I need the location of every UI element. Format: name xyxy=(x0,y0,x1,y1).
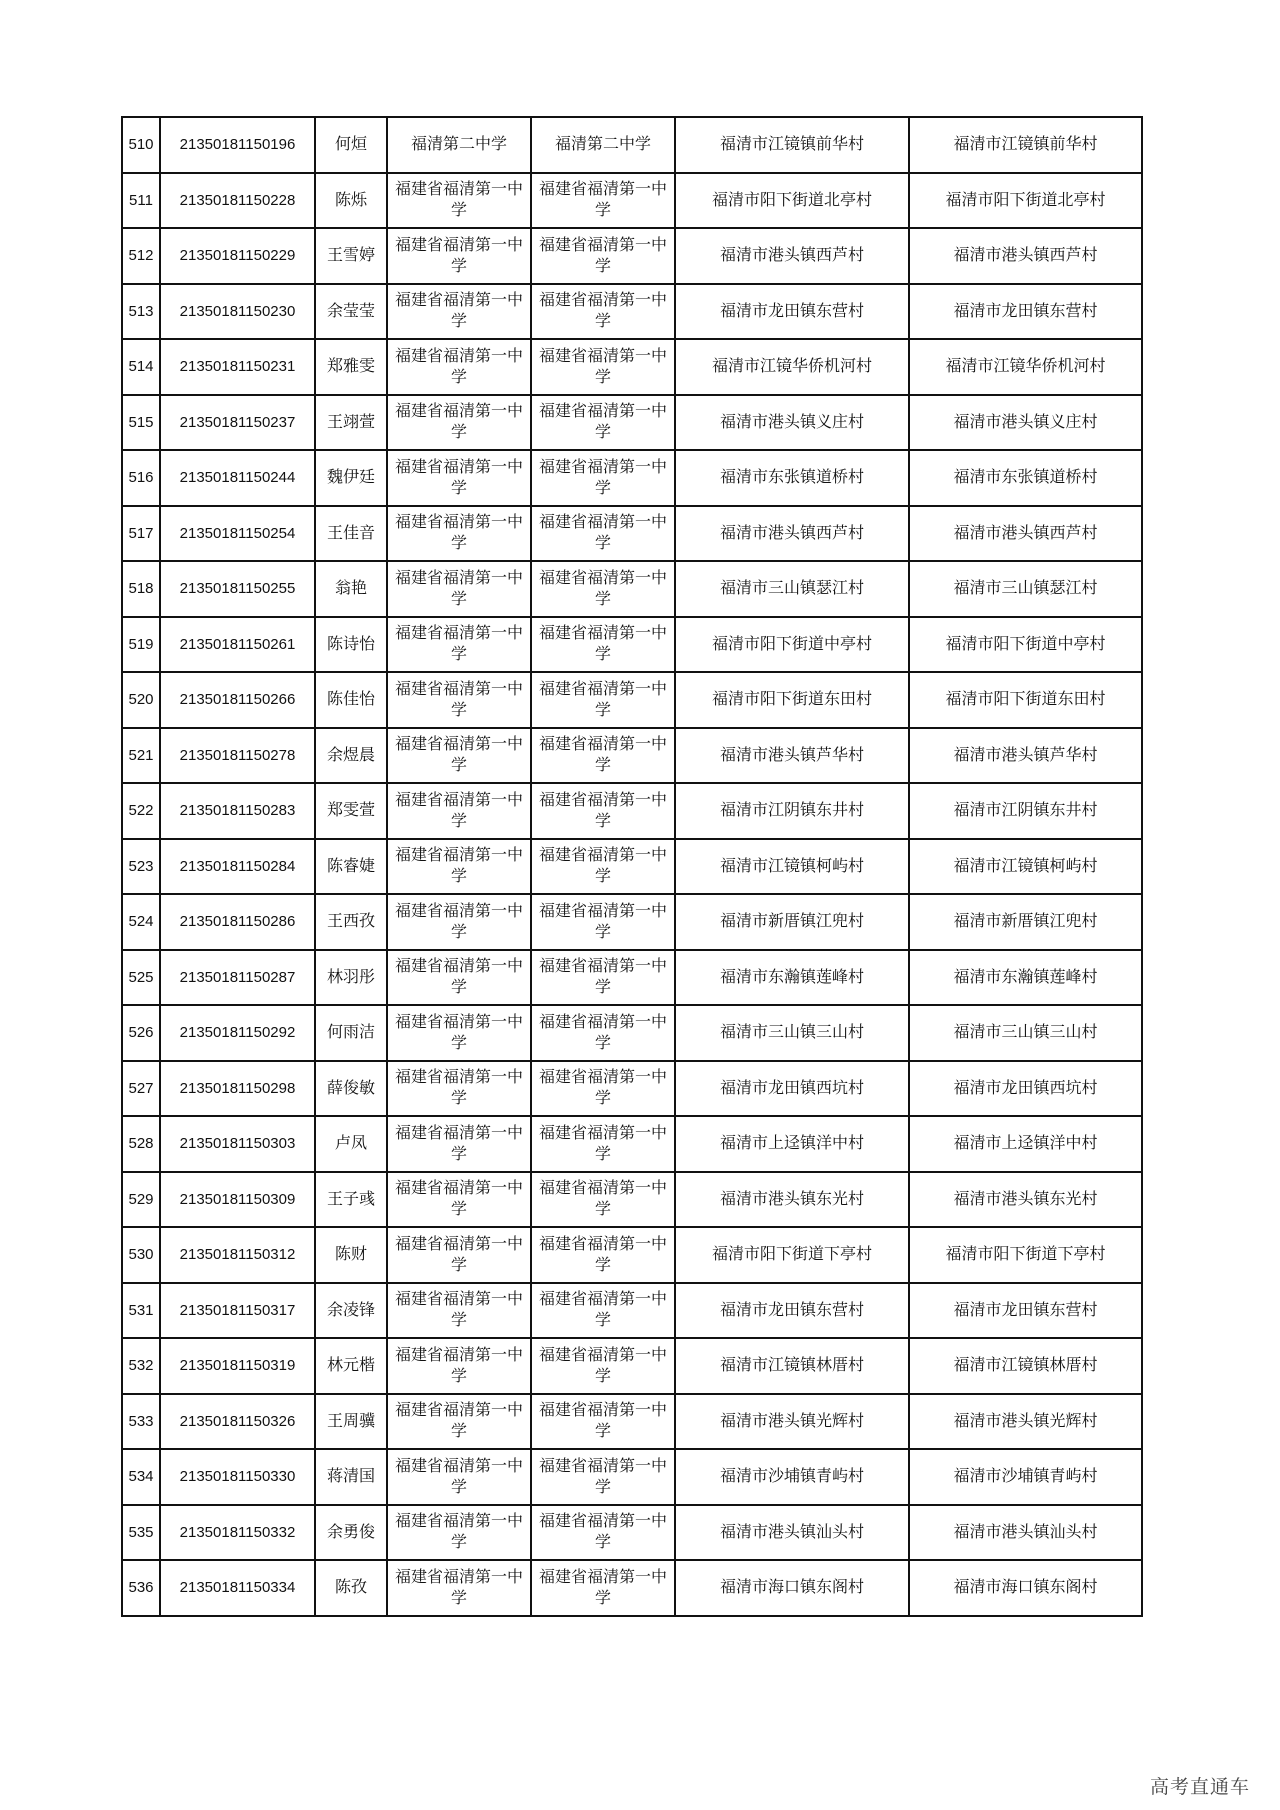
student-name-cell: 卢凤 xyxy=(315,1116,387,1172)
table-row xyxy=(122,561,1142,617)
table-row xyxy=(122,1116,1142,1172)
row-number-cell: 530 xyxy=(122,1227,160,1283)
exam-id-cell: 21350181150278 xyxy=(160,728,315,784)
row-number-cell: 535 xyxy=(122,1505,160,1561)
table-row xyxy=(122,1560,1142,1616)
household-address-cell: 福清市港头镇汕头村 xyxy=(675,1505,909,1561)
graduating-school-cell: 福建省福清第一中学 xyxy=(531,728,675,784)
exam-id-cell: 21350181150334 xyxy=(160,1560,315,1616)
exam-id-cell: 21350181150312 xyxy=(160,1227,315,1283)
student-name-cell: 余勇俊 xyxy=(315,1505,387,1561)
school-cell: 福建省福清第一中学 xyxy=(387,1394,531,1450)
household-address-cell: 福清市东瀚镇莲峰村 xyxy=(675,950,909,1006)
household-address-cell: 福清市三山镇三山村 xyxy=(675,1005,909,1061)
residence-address-cell: 福清市江镜华侨机河村 xyxy=(909,339,1142,395)
residence-address-cell: 福清市三山镇三山村 xyxy=(909,1005,1142,1061)
table-row xyxy=(122,894,1142,950)
table-row xyxy=(122,173,1142,229)
row-number-cell: 514 xyxy=(122,339,160,395)
row-number-cell: 516 xyxy=(122,450,160,506)
exam-id-cell: 21350181150286 xyxy=(160,894,315,950)
residence-address-cell: 福清市江镜镇林厝村 xyxy=(909,1338,1142,1394)
graduating-school-cell: 福建省福清第一中学 xyxy=(531,1560,675,1616)
exam-id-cell: 21350181150326 xyxy=(160,1394,315,1450)
row-number-cell: 521 xyxy=(122,728,160,784)
student-name-cell: 陈佳怡 xyxy=(315,672,387,728)
exam-id-cell: 21350181150284 xyxy=(160,839,315,895)
exam-id-cell: 21350181150330 xyxy=(160,1449,315,1505)
residence-address-cell: 福清市龙田镇东营村 xyxy=(909,284,1142,340)
school-cell: 福建省福清第一中学 xyxy=(387,950,531,1006)
residence-address-cell: 福清市龙田镇西坑村 xyxy=(909,1061,1142,1117)
table-row xyxy=(122,1227,1142,1283)
exam-id-cell: 21350181150292 xyxy=(160,1005,315,1061)
student-name-cell: 陈睿婕 xyxy=(315,839,387,895)
exam-id-cell: 21350181150287 xyxy=(160,950,315,1006)
table-row xyxy=(122,506,1142,562)
table-row xyxy=(122,1061,1142,1117)
household-address-cell: 福清市江镜镇林厝村 xyxy=(675,1338,909,1394)
row-number-cell: 524 xyxy=(122,894,160,950)
exam-id-cell: 21350181150261 xyxy=(160,617,315,673)
row-number-cell: 519 xyxy=(122,617,160,673)
row-number-cell: 536 xyxy=(122,1560,160,1616)
graduating-school-cell: 福建省福清第一中学 xyxy=(531,173,675,229)
row-number-cell: 510 xyxy=(122,117,160,173)
household-address-cell: 福清市港头镇义庄村 xyxy=(675,395,909,451)
school-cell: 福建省福清第一中学 xyxy=(387,561,531,617)
exam-id-cell: 21350181150332 xyxy=(160,1505,315,1561)
school-cell: 福建省福清第一中学 xyxy=(387,506,531,562)
row-number-cell: 526 xyxy=(122,1005,160,1061)
graduating-school-cell: 福建省福清第一中学 xyxy=(531,339,675,395)
exam-id-cell: 21350181150255 xyxy=(160,561,315,617)
student-name-cell: 陈财 xyxy=(315,1227,387,1283)
student-name-cell: 王佳音 xyxy=(315,506,387,562)
graduating-school-cell: 福建省福清第一中学 xyxy=(531,672,675,728)
table-row xyxy=(122,672,1142,728)
table-row xyxy=(122,1172,1142,1228)
table-body xyxy=(122,117,1142,1616)
row-number-cell: 511 xyxy=(122,173,160,229)
row-number-cell: 522 xyxy=(122,783,160,839)
school-cell: 福建省福清第一中学 xyxy=(387,1005,531,1061)
student-name-cell: 余莹莹 xyxy=(315,284,387,340)
table-row xyxy=(122,1338,1142,1394)
graduating-school-cell: 福建省福清第一中学 xyxy=(531,1394,675,1450)
student-name-cell: 林羽彤 xyxy=(315,950,387,1006)
residence-address-cell: 福清市港头镇光辉村 xyxy=(909,1394,1142,1450)
table-row xyxy=(122,1394,1142,1450)
graduating-school-cell: 福建省福清第一中学 xyxy=(531,1338,675,1394)
exam-id-cell: 21350181150319 xyxy=(160,1338,315,1394)
residence-address-cell: 福清市港头镇西芦村 xyxy=(909,228,1142,284)
school-cell: 福建省福清第一中学 xyxy=(387,284,531,340)
graduating-school-cell: 福建省福清第一中学 xyxy=(531,1005,675,1061)
exam-id-cell: 21350181150283 xyxy=(160,783,315,839)
student-name-cell: 余煜晨 xyxy=(315,728,387,784)
graduating-school-cell: 福建省福清第一中学 xyxy=(531,228,675,284)
household-address-cell: 福清市江镜镇柯屿村 xyxy=(675,839,909,895)
exam-id-cell: 21350181150309 xyxy=(160,1172,315,1228)
student-name-cell: 陈孜 xyxy=(315,1560,387,1616)
household-address-cell: 福清市江镜华侨机河村 xyxy=(675,339,909,395)
household-address-cell: 福清市龙田镇西坑村 xyxy=(675,1061,909,1117)
exam-id-cell: 21350181150196 xyxy=(160,117,315,173)
row-number-cell: 532 xyxy=(122,1338,160,1394)
row-number-cell: 534 xyxy=(122,1449,160,1505)
student-name-cell: 王翊萱 xyxy=(315,395,387,451)
school-cell: 福清第二中学 xyxy=(387,117,531,173)
residence-address-cell: 福清市阳下街道北亭村 xyxy=(909,173,1142,229)
graduating-school-cell: 福建省福清第一中学 xyxy=(531,1172,675,1228)
watermark-text: 高考直通车 xyxy=(1150,1777,1251,1798)
student-name-cell: 何雨洁 xyxy=(315,1005,387,1061)
school-cell: 福建省福清第一中学 xyxy=(387,839,531,895)
school-cell: 福建省福清第一中学 xyxy=(387,173,531,229)
residence-address-cell: 福清市上迳镇洋中村 xyxy=(909,1116,1142,1172)
school-cell: 福建省福清第一中学 xyxy=(387,450,531,506)
table-row xyxy=(122,950,1142,1006)
household-address-cell: 福清市沙埔镇青屿村 xyxy=(675,1449,909,1505)
row-number-cell: 520 xyxy=(122,672,160,728)
school-cell: 福建省福清第一中学 xyxy=(387,1172,531,1228)
row-number-cell: 517 xyxy=(122,506,160,562)
exam-id-cell: 21350181150230 xyxy=(160,284,315,340)
school-cell: 福建省福清第一中学 xyxy=(387,228,531,284)
school-cell: 福建省福清第一中学 xyxy=(387,1449,531,1505)
student-name-cell: 王西孜 xyxy=(315,894,387,950)
household-address-cell: 福清市江镜镇前华村 xyxy=(675,117,909,173)
exam-id-cell: 21350181150254 xyxy=(160,506,315,562)
table-row xyxy=(122,1283,1142,1339)
student-list-table xyxy=(121,116,1143,1617)
table-row xyxy=(122,339,1142,395)
household-address-cell: 福清市江阴镇东井村 xyxy=(675,783,909,839)
residence-address-cell: 福清市阳下街道下亭村 xyxy=(909,1227,1142,1283)
household-address-cell: 福清市新厝镇江兜村 xyxy=(675,894,909,950)
household-address-cell: 福清市上迳镇洋中村 xyxy=(675,1116,909,1172)
household-address-cell: 福清市龙田镇东营村 xyxy=(675,1283,909,1339)
household-address-cell: 福清市港头镇光辉村 xyxy=(675,1394,909,1450)
exam-id-cell: 21350181150266 xyxy=(160,672,315,728)
graduating-school-cell: 福建省福清第一中学 xyxy=(531,1061,675,1117)
table-row xyxy=(122,728,1142,784)
table-row xyxy=(122,395,1142,451)
residence-address-cell: 福清市港头镇东光村 xyxy=(909,1172,1142,1228)
graduating-school-cell: 福建省福清第一中学 xyxy=(531,894,675,950)
household-address-cell: 福清市东张镇道桥村 xyxy=(675,450,909,506)
graduating-school-cell: 福建省福清第一中学 xyxy=(531,1449,675,1505)
household-address-cell: 福清市海口镇东阁村 xyxy=(675,1560,909,1616)
residence-address-cell: 福清市东瀚镇莲峰村 xyxy=(909,950,1142,1006)
table-row xyxy=(122,117,1142,173)
residence-address-cell: 福清市阳下街道中亭村 xyxy=(909,617,1142,673)
graduating-school-cell: 福建省福清第一中学 xyxy=(531,561,675,617)
school-cell: 福建省福清第一中学 xyxy=(387,1283,531,1339)
school-cell: 福建省福清第一中学 xyxy=(387,728,531,784)
school-cell: 福建省福清第一中学 xyxy=(387,1116,531,1172)
row-number-cell: 527 xyxy=(122,1061,160,1117)
table-row xyxy=(122,1005,1142,1061)
row-number-cell: 513 xyxy=(122,284,160,340)
student-name-cell: 王子彧 xyxy=(315,1172,387,1228)
school-cell: 福建省福清第一中学 xyxy=(387,617,531,673)
student-name-cell: 郑雅雯 xyxy=(315,339,387,395)
graduating-school-cell: 福建省福清第一中学 xyxy=(531,395,675,451)
graduating-school-cell: 福建省福清第一中学 xyxy=(531,450,675,506)
graduating-school-cell: 福建省福清第一中学 xyxy=(531,617,675,673)
school-cell: 福建省福清第一中学 xyxy=(387,1227,531,1283)
residence-address-cell: 福清市江镜镇前华村 xyxy=(909,117,1142,173)
household-address-cell: 福清市阳下街道下亭村 xyxy=(675,1227,909,1283)
exam-id-cell: 21350181150237 xyxy=(160,395,315,451)
residence-address-cell: 福清市沙埔镇青屿村 xyxy=(909,1449,1142,1505)
graduating-school-cell: 福建省福清第一中学 xyxy=(531,284,675,340)
school-cell: 福建省福清第一中学 xyxy=(387,1560,531,1616)
residence-address-cell: 福清市海口镇东阁村 xyxy=(909,1560,1142,1616)
household-address-cell: 福清市港头镇西芦村 xyxy=(675,228,909,284)
school-cell: 福建省福清第一中学 xyxy=(387,1061,531,1117)
student-name-cell: 林元楷 xyxy=(315,1338,387,1394)
school-cell: 福建省福清第一中学 xyxy=(387,1505,531,1561)
school-cell: 福建省福清第一中学 xyxy=(387,1338,531,1394)
student-name-cell: 郑雯萱 xyxy=(315,783,387,839)
student-name-cell: 陈烁 xyxy=(315,173,387,229)
table-row xyxy=(122,1449,1142,1505)
exam-id-cell: 21350181150244 xyxy=(160,450,315,506)
exam-id-cell: 21350181150298 xyxy=(160,1061,315,1117)
row-number-cell: 515 xyxy=(122,395,160,451)
school-cell: 福建省福清第一中学 xyxy=(387,783,531,839)
graduating-school-cell: 福建省福清第一中学 xyxy=(531,950,675,1006)
graduating-school-cell: 福建省福清第一中学 xyxy=(531,1505,675,1561)
row-number-cell: 523 xyxy=(122,839,160,895)
exam-id-cell: 21350181150303 xyxy=(160,1116,315,1172)
graduating-school-cell: 福建省福清第一中学 xyxy=(531,506,675,562)
student-name-cell: 蒋清国 xyxy=(315,1449,387,1505)
residence-address-cell: 福清市东张镇道桥村 xyxy=(909,450,1142,506)
residence-address-cell: 福清市港头镇西芦村 xyxy=(909,506,1142,562)
school-cell: 福建省福清第一中学 xyxy=(387,672,531,728)
graduating-school-cell: 福建省福清第一中学 xyxy=(531,783,675,839)
household-address-cell: 福清市阳下街道东田村 xyxy=(675,672,909,728)
school-cell: 福建省福清第一中学 xyxy=(387,395,531,451)
table-row xyxy=(122,450,1142,506)
school-cell: 福建省福清第一中学 xyxy=(387,894,531,950)
graduating-school-cell: 福建省福清第一中学 xyxy=(531,839,675,895)
row-number-cell: 525 xyxy=(122,950,160,1006)
student-name-cell: 陈诗怡 xyxy=(315,617,387,673)
student-name-cell: 魏伊廷 xyxy=(315,450,387,506)
table-row xyxy=(122,228,1142,284)
graduating-school-cell: 福建省福清第一中学 xyxy=(531,1227,675,1283)
row-number-cell: 528 xyxy=(122,1116,160,1172)
household-address-cell: 福清市阳下街道中亭村 xyxy=(675,617,909,673)
graduating-school-cell: 福建省福清第一中学 xyxy=(531,1116,675,1172)
table-row xyxy=(122,1505,1142,1561)
exam-id-cell: 21350181150317 xyxy=(160,1283,315,1339)
graduating-school-cell: 福清第二中学 xyxy=(531,117,675,173)
school-cell: 福建省福清第一中学 xyxy=(387,339,531,395)
row-number-cell: 529 xyxy=(122,1172,160,1228)
student-name-cell: 王雪婷 xyxy=(315,228,387,284)
exam-id-cell: 21350181150228 xyxy=(160,173,315,229)
graduating-school-cell: 福建省福清第一中学 xyxy=(531,1283,675,1339)
residence-address-cell: 福清市龙田镇东营村 xyxy=(909,1283,1142,1339)
residence-address-cell: 福清市港头镇义庄村 xyxy=(909,395,1142,451)
row-number-cell: 533 xyxy=(122,1394,160,1450)
student-name-cell: 王周骥 xyxy=(315,1394,387,1450)
student-name-cell: 薛俊敏 xyxy=(315,1061,387,1117)
table-row xyxy=(122,617,1142,673)
exam-id-cell: 21350181150229 xyxy=(160,228,315,284)
residence-address-cell: 福清市港头镇芦华村 xyxy=(909,728,1142,784)
household-address-cell: 福清市三山镇瑟江村 xyxy=(675,561,909,617)
household-address-cell: 福清市港头镇西芦村 xyxy=(675,506,909,562)
household-address-cell: 福清市港头镇芦华村 xyxy=(675,728,909,784)
residence-address-cell: 福清市江镜镇柯屿村 xyxy=(909,839,1142,895)
student-name-cell: 翁艳 xyxy=(315,561,387,617)
row-number-cell: 512 xyxy=(122,228,160,284)
exam-id-cell: 21350181150231 xyxy=(160,339,315,395)
row-number-cell: 518 xyxy=(122,561,160,617)
row-number-cell: 531 xyxy=(122,1283,160,1339)
table-row xyxy=(122,284,1142,340)
student-name-cell: 何烜 xyxy=(315,117,387,173)
student-name-cell: 余凌锋 xyxy=(315,1283,387,1339)
residence-address-cell: 福清市江阴镇东井村 xyxy=(909,783,1142,839)
table-row xyxy=(122,783,1142,839)
residence-address-cell: 福清市三山镇瑟江村 xyxy=(909,561,1142,617)
residence-address-cell: 福清市阳下街道东田村 xyxy=(909,672,1142,728)
household-address-cell: 福清市龙田镇东营村 xyxy=(675,284,909,340)
residence-address-cell: 福清市港头镇汕头村 xyxy=(909,1505,1142,1561)
household-address-cell: 福清市阳下街道北亭村 xyxy=(675,173,909,229)
residence-address-cell: 福清市新厝镇江兜村 xyxy=(909,894,1142,950)
household-address-cell: 福清市港头镇东光村 xyxy=(675,1172,909,1228)
table-row xyxy=(122,839,1142,895)
